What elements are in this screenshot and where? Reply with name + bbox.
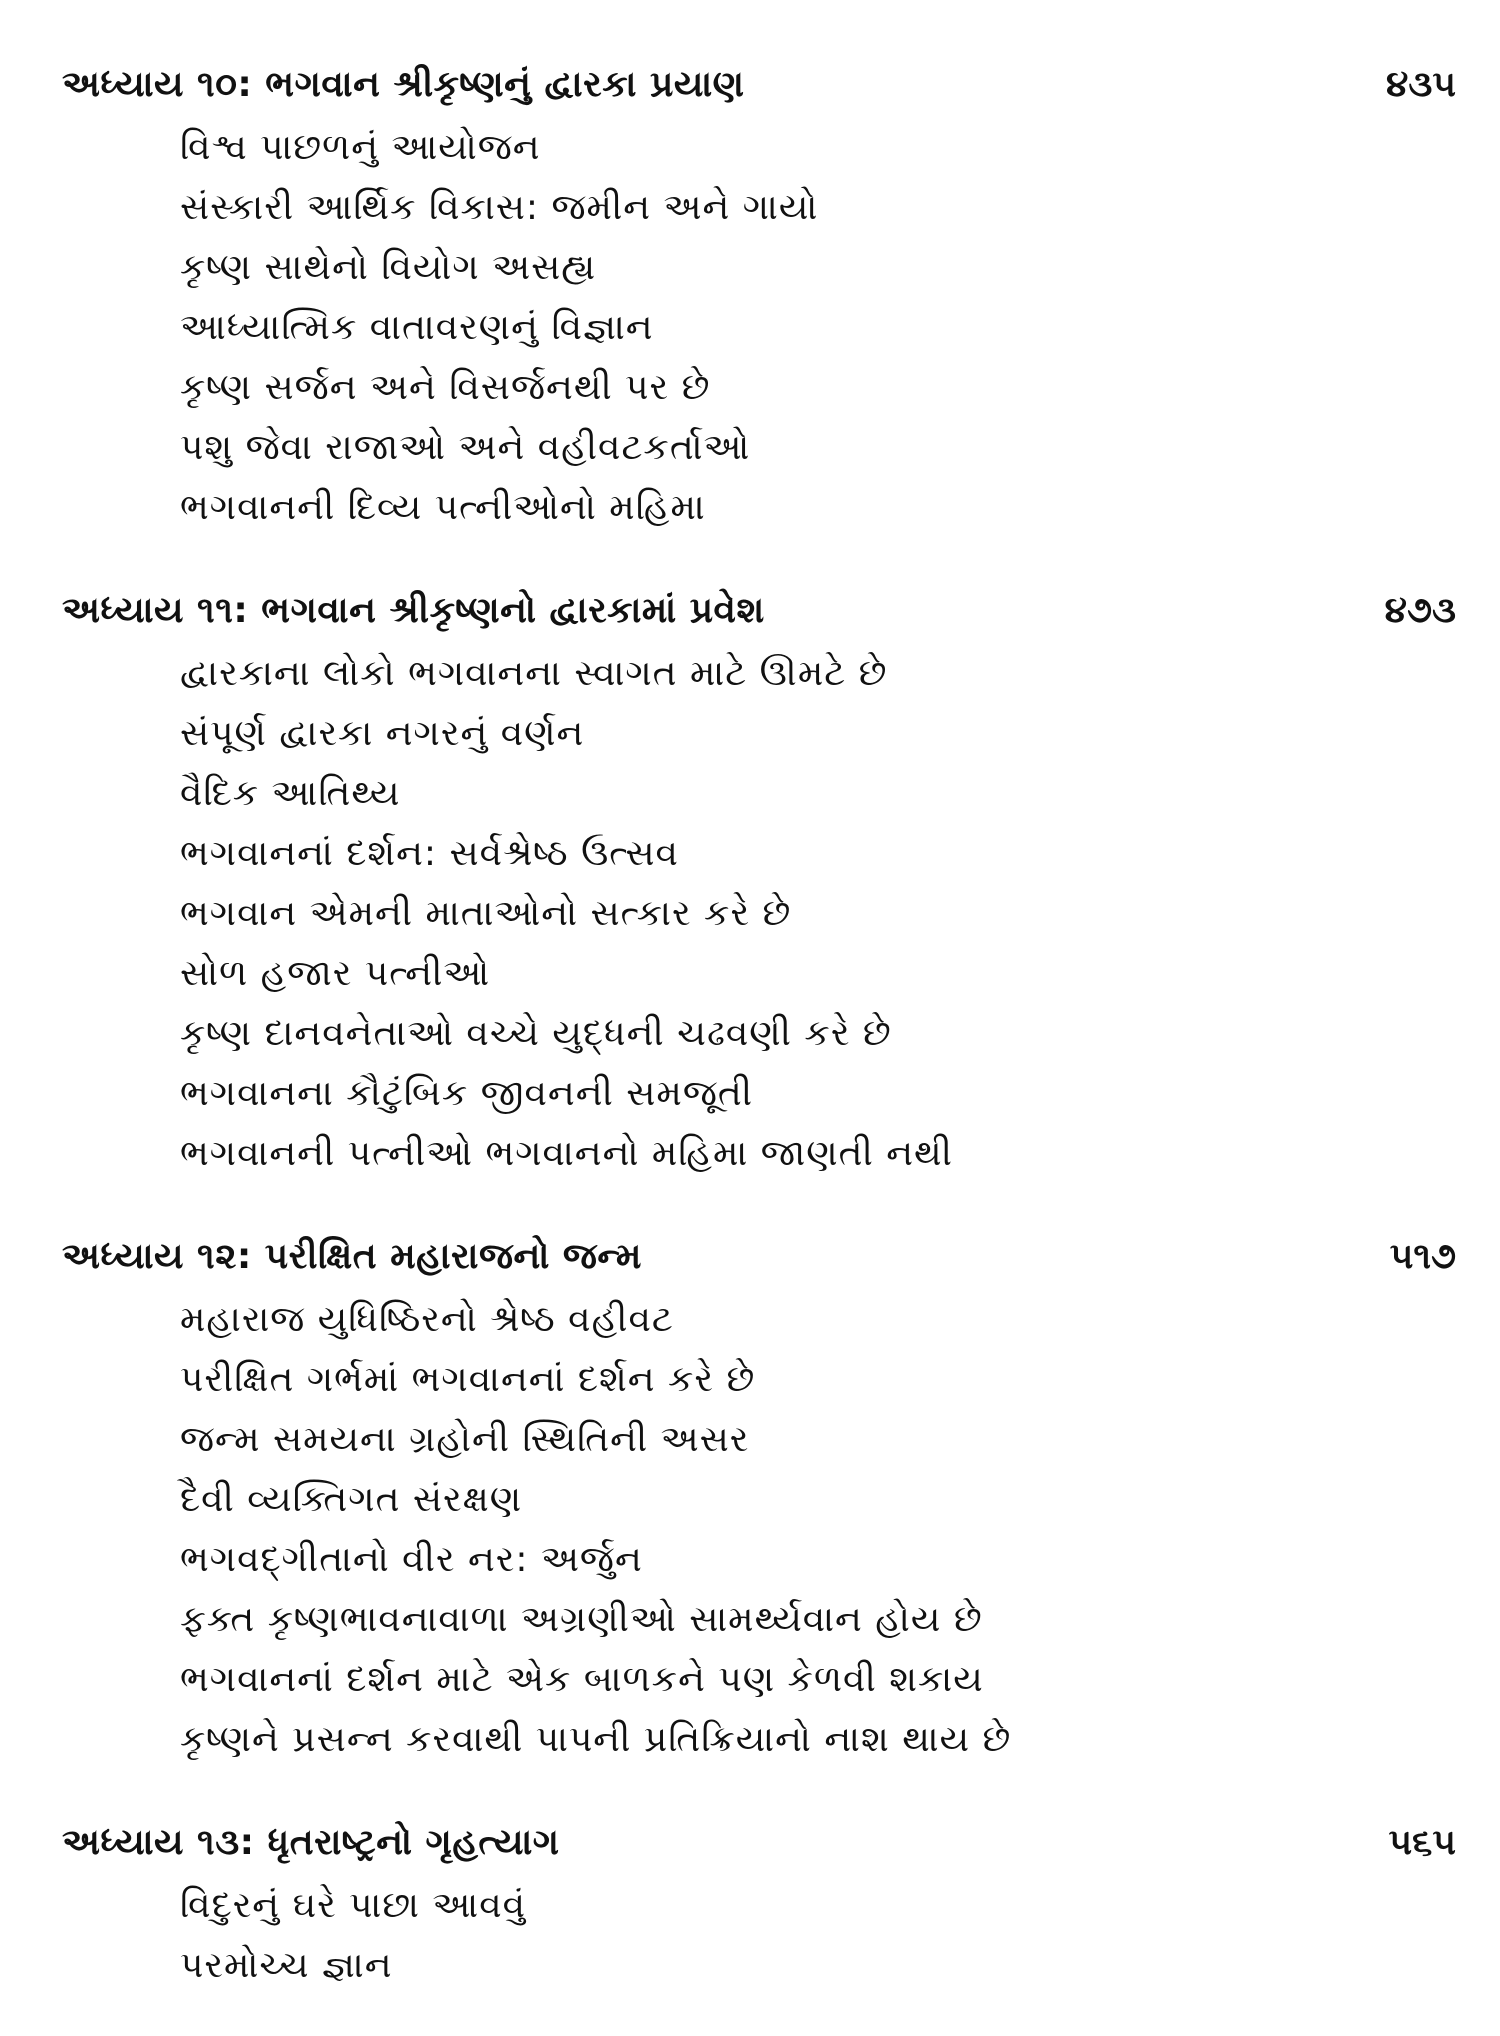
topic-item: મહારાજ યુધિષ્ઠિરનો શ્રેષ્ઠ વહીવટ — [180, 1299, 674, 1340]
topic-item: પરમોચ્ચ જ્ઞાન — [180, 1945, 393, 1986]
chapter-section — [62, 578, 1460, 1184]
topic-item: ભગવાનની દિવ્ય પત્નીઓનો મહિમા — [180, 487, 706, 528]
chapter-title: અધ્યાય ૧૦: ભગવાન શ્રીકૃષ્ણનું દ્વારકા પ્રયાણ — [62, 64, 745, 105]
chapter-section — [62, 1224, 1460, 1770]
topic-item: દૈવી વ્યક્તિગત સંરક્ષણ — [180, 1479, 523, 1520]
topic-item: સોળ હજાર પત્નીઓ — [180, 953, 491, 994]
topic-item: કૃષ્ણ સર્જન અને વિસર્જનથી પર છે — [180, 367, 711, 408]
topic-item: ભગવાન એમની માતાઓનો સત્કાર કરે છે — [180, 893, 792, 934]
topic-item: પશુ જેવા રાજાઓ અને વહીવટકર્તાઓ — [180, 427, 751, 468]
topic-item: દ્વારકાના લોકો ભગવાનના સ્વાગત માટે ઊમટે છે — [180, 653, 888, 694]
topic-item: આધ્યાત્મિક વાતાવરણનું વિજ્ઞાન — [180, 307, 654, 348]
topic-list — [62, 1876, 1460, 1996]
chapter-section — [62, 52, 1460, 538]
topic-item: કૃષ્ણ દાનવનેતાઓ વચ્ચે યુદ્ધની ચઢવણી કરે છે — [180, 1013, 892, 1054]
topic-list — [62, 644, 1460, 1184]
chapter-page-number: ૫૧૭ — [1389, 1236, 1456, 1277]
topic-item: ભગવાનનાં દર્શન માટે એક બાળકને પણ કેળવી શકાય — [180, 1659, 984, 1700]
topic-item: સંસ્કારી આર્થિક વિકાસ: જમીન અને ગાયો — [180, 187, 819, 228]
topic-item: વિદુરનું ઘરે પાછા આવવું — [180, 1885, 527, 1926]
topic-item: ભગવાનના કૌટુંબિક જીવનની સમજૂતી — [180, 1073, 754, 1114]
chapter-page-number: ૫૬૫ — [1388, 1822, 1456, 1863]
chapter-heading — [62, 52, 1460, 118]
chapter-page-number: ૪૩૫ — [1386, 64, 1456, 105]
table-of-contents — [62, 52, 1460, 2036]
topic-item: વૈદિક આતિથ્ય — [180, 773, 401, 814]
topic-item: વિશ્વ પાછળનું આયોજન — [180, 127, 541, 168]
chapter-title: અધ્યાય ૧૨: પરીક્ષિત મહારાજનો જન્મ — [62, 1236, 642, 1277]
topic-item: જન્મ સમયના ગ્રહોની સ્થિતિની અસર — [180, 1419, 750, 1460]
topic-list — [62, 118, 1460, 538]
topic-list — [62, 1290, 1460, 1770]
chapter-page-number: ૪૭૩ — [1384, 590, 1456, 631]
topic-item: કૃષ્ણને પ્રસન્ન કરવાથી પાપની પ્રતિક્રિયાનો નાશ થાય છે — [180, 1719, 1012, 1760]
topic-item: કૃષ્ણ સાથેનો વિયોગ અસહ્ય — [180, 247, 597, 288]
topic-item: ભગવાનની પત્નીઓ ભગવાનનો મહિમા જાણતી નથી — [180, 1133, 953, 1174]
chapter-heading — [62, 1810, 1460, 1876]
topic-item: સંપૂર્ણ દ્વારકા નગરનું વર્ણન — [180, 713, 585, 754]
chapter-section — [62, 1810, 1460, 1996]
topic-item: ફક્ત કૃષ્ણભાવનાવાળા અગ્રણીઓ સામર્થ્યવાન હોય છે — [180, 1599, 983, 1640]
chapter-title: અધ્યાય ૧૩: ધૃતરાષ્ટ્રનો ગૃહત્યાગ — [62, 1822, 560, 1863]
topic-item: ભગવદ્ગીતાનો વીર નર: અર્જુન — [180, 1539, 643, 1580]
topic-item: ભગવાનનાં દર્શન: સર્વશ્રેષ્ઠ ઉત્સવ — [180, 833, 679, 874]
chapter-heading — [62, 1224, 1460, 1290]
topic-item: પરીક્ષિત ગર્ભમાં ભગવાનનાં દર્શન કરે છે — [180, 1359, 756, 1400]
chapter-title: અધ્યાય ૧૧: ભગવાન શ્રીકૃષ્ણનો દ્વારકામાં પ્રવેશ — [62, 590, 765, 631]
chapter-heading — [62, 578, 1460, 644]
